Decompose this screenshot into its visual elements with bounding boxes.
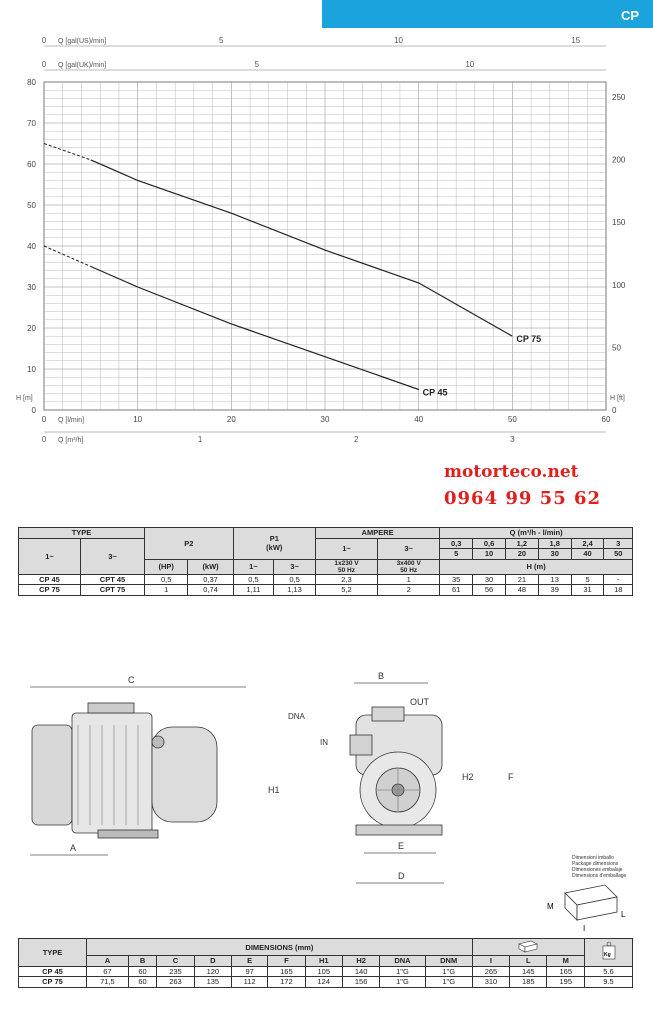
y-tick-label: 30 [27, 283, 36, 292]
performance-chart [0, 30, 653, 490]
uk-axis-label: Q [gal(UK)/min] [58, 62, 107, 69]
curve-label: CP 75 [516, 334, 542, 345]
v230-label: 1x230 V 50 Hz [315, 559, 377, 574]
box-icon-cell [472, 939, 584, 956]
h1-label: H1 [268, 785, 280, 795]
weight-icon [600, 941, 618, 961]
v400-label: 3x400 V 50 Hz [378, 559, 440, 574]
dim-title: DIMENSIONS (mm) [87, 939, 473, 956]
y-tick-label: 20 [27, 324, 36, 333]
us-tick-label: 15 [571, 36, 581, 45]
y-tick-label: 70 [27, 119, 36, 128]
y-tick-label: 60 [27, 160, 36, 169]
q-lmin: 30 [538, 549, 571, 560]
h2-label: H2 [462, 772, 474, 782]
y-tick-label: 50 [27, 201, 36, 210]
h-unit: H (m) [440, 559, 633, 574]
amp1-header: 1~ [315, 538, 377, 559]
q-m3h: 2,4 [571, 538, 604, 549]
table-row: CP 75 71,5 60 263 135 112 172 124 156 1"G 1"G 310 185 195 9.5 [19, 977, 633, 988]
uk-tick-label: 10 [465, 60, 475, 69]
dim-e-label: E [398, 841, 405, 851]
x-tick-label: 60 [601, 415, 611, 424]
pump-side-view [18, 665, 278, 885]
uk-tick-label: 0 [41, 60, 47, 69]
uk-tick-label: 5 [254, 60, 260, 69]
q-m3h: 1,2 [505, 538, 538, 549]
us-axis-label: Q [gal(US)/min] [58, 38, 107, 45]
chart-grid [44, 82, 606, 410]
p1-phase3: 3~ [274, 559, 316, 574]
m3h-tick-label: 3 [510, 435, 515, 444]
y2-tick-label: 0 [612, 406, 617, 415]
dimensions-table: TYPE DIMENSIONS (mm) Kg A B C D E F H1 H2 DNA DNM I L M CP 45 67 60 235 120 97 165 105 140 1"G 1"G 265 145 165 5.6 CP 75 71,5 60 263 135 112 172 124 156 1"G 1"G 310 185 195 9.5 [18, 938, 633, 988]
y-tick-label: 40 [27, 242, 36, 251]
phase3-header: 3~ [81, 538, 145, 574]
watermark-site: motorteco.net [444, 462, 579, 482]
svg-text:Kg: Kg [603, 952, 611, 959]
weight-header [585, 939, 633, 967]
q-lmin: 10 [473, 549, 506, 560]
dim-b-label: B [378, 671, 385, 681]
f-label: F [508, 772, 514, 782]
x-tick-label: 10 [133, 415, 143, 424]
p1-header: P1 (kW) [233, 528, 315, 560]
dim-c-label: C [128, 675, 135, 685]
table-row: CP 45 67 60 235 120 97 165 105 140 1"G 1"G 265 145 165 5.6 [19, 966, 633, 977]
in-label: IN [320, 738, 328, 747]
pump-front-view [268, 665, 558, 905]
dna-label: DNA [288, 712, 305, 721]
x-tick-label: 30 [320, 415, 330, 424]
kw-unit: (kW) [188, 559, 233, 574]
us-tick-label: 10 [394, 36, 403, 45]
box-l-label: L [621, 910, 626, 919]
us-tick-label: 0 [41, 36, 47, 45]
q-m3h: 0,6 [473, 538, 506, 549]
amp3-header: 3~ [378, 538, 440, 559]
q-m3h: 1,8 [538, 538, 571, 549]
m3h-tick-label: 1 [197, 435, 203, 444]
package-label: Dimensioni imballo Package dimensions Dimensiones embalaje Dimensions d'emballage [572, 855, 627, 879]
x-tick-label: 40 [414, 415, 424, 424]
x-axis-label: Q [l/min] [58, 417, 85, 424]
q-m3h: 3 [604, 538, 633, 549]
box-icon [517, 939, 539, 953]
hp-unit: (HP) [145, 559, 188, 574]
q-header: Q (m³/h - l/min) [440, 528, 633, 539]
y2-tick-label: 200 [612, 155, 626, 165]
watermark-phone: 0964 99 55 62 [444, 488, 602, 509]
x-tick-label: 50 [507, 415, 517, 424]
header-banner [322, 0, 653, 28]
p2-header: P2 [145, 528, 234, 560]
curve-label: CP 45 [422, 387, 448, 398]
package-box-icon [545, 875, 635, 935]
dim-d-label: D [398, 871, 405, 881]
motor-body [72, 713, 152, 833]
out-label: OUT [410, 697, 429, 707]
q-lmin: 40 [571, 549, 604, 560]
phase1-header: 1~ [19, 538, 81, 574]
y2-tick-label: 100 [612, 280, 626, 290]
y-tick-label: 80 [27, 78, 36, 87]
table-row: CP 75 CPT 75 1 0,74 1,11 1,13 5,2 2 61 56 48 39 31 18 [19, 585, 633, 596]
y2-axis-label: H [ft] [610, 395, 625, 402]
y2-tick-label: 250 [612, 93, 626, 103]
y2-tick-label: 50 [612, 343, 621, 353]
type-header: TYPE [19, 528, 145, 539]
dim-type-header: TYPE [19, 939, 87, 967]
m3h-axis-label: Q [m³/h] [58, 437, 84, 444]
x-tick-label: 0 [41, 415, 47, 424]
m3h-tick-label: 0 [41, 435, 47, 444]
y-tick-label: 10 [27, 365, 36, 374]
box-m-label: M [547, 902, 554, 911]
dim-a-label: A [70, 843, 77, 853]
pump-head [32, 725, 72, 825]
y-axis-label: H [m] [16, 395, 33, 402]
performance-table [18, 527, 633, 596]
table-row: CP 45 CPT 45 0,5 0,37 0,5 0,5 2,3 1 35 30 21 13 5 - [19, 574, 633, 585]
ampere-header: AMPERE [315, 528, 439, 539]
q-lmin: 50 [604, 549, 633, 560]
x-tick-label: 20 [226, 415, 236, 424]
page-title: CP [620, 8, 639, 23]
y2-tick-label: 150 [612, 218, 626, 228]
q-lmin: 5 [440, 549, 473, 560]
q-m3h: 0,3 [440, 538, 473, 549]
m3h-tick-label: 2 [353, 435, 359, 444]
y-tick-label: 0 [31, 406, 36, 415]
us-tick-label: 5 [219, 36, 224, 45]
q-lmin: 20 [505, 549, 538, 560]
p1-phase1: 1~ [233, 559, 274, 574]
box-i-label: I [583, 924, 586, 933]
